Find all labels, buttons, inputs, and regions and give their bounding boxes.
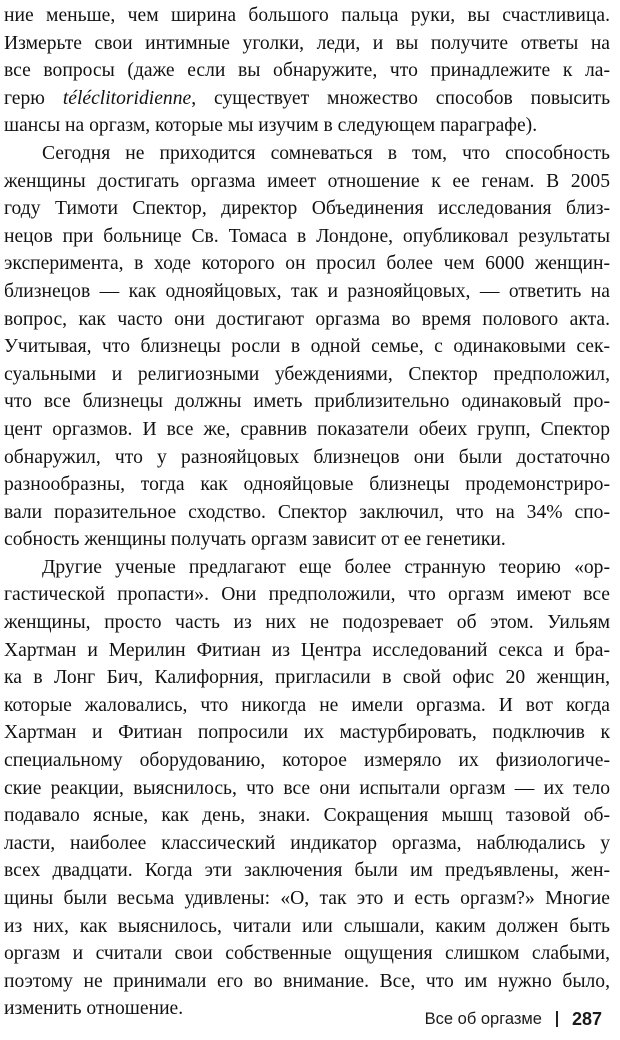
text-line: ласти, наиболее классический индикатор оргазма, наблюдались у bbox=[4, 832, 610, 854]
running-title: Все об оргазме bbox=[424, 1009, 542, 1028]
text-line: женщины, просто часть из них не подозревает об этом. Уильям bbox=[4, 612, 610, 634]
text-line: вопрос, как часто они достигают оргазма во время полового акта. bbox=[4, 308, 610, 330]
text-line: герю téléclitoridienne, существует множество способов повысить bbox=[4, 87, 611, 109]
text-line: из них, как выяснилось, читали или слышали, каким должен быть bbox=[4, 915, 610, 937]
text-line: ка в Лонг Бич, Калифорния, пригласили в свой офис 20 женщин, bbox=[4, 667, 610, 689]
text-line: Сегодня не приходится сомневаться в том, что способность bbox=[42, 142, 610, 164]
text-line: специальному оборудованию, которое измеряло их физиологиче- bbox=[4, 750, 610, 772]
page-number: 287 bbox=[571, 1008, 602, 1029]
text-line: ние меньше, чем ширина большого пальца руки, вы счастливица. bbox=[4, 5, 610, 26]
paragraph bbox=[4, 140, 610, 554]
text-line: которые жаловались, что никогда не имели оргазма. И вот когда bbox=[4, 694, 610, 716]
text-line: вали поразительное сходство. Спектор заключил, что на 34% спо- bbox=[4, 501, 610, 523]
text-line: щины были весьма удивлены: «О, так это и есть оргазм?» Многие bbox=[4, 888, 610, 909]
paragraph bbox=[4, 2, 610, 140]
footer-separator bbox=[556, 1011, 558, 1027]
text-line: гастической пропасти». Они предположили, что оргазм имеют все bbox=[4, 584, 610, 606]
text-line: подавало ясные, как день, знаки. Сокращения мышц тазовой об- bbox=[4, 805, 610, 827]
text-line: Другие ученые предлагают еще более странную теорию «ор- bbox=[42, 556, 610, 578]
text-line: все вопросы (даже если вы обнаружите, что принадлежите к ла- bbox=[4, 60, 610, 82]
paragraph bbox=[4, 554, 610, 1023]
text-line: близнецов — как однояйцовых, так и разнояйцовых, — ответить на bbox=[4, 280, 610, 302]
text-line: собность женщины получать оргазм зависит от ее генетики. bbox=[4, 529, 506, 551]
page-footer bbox=[425, 1006, 602, 1032]
text-line: Хартман и Фитиан попросили их мастурбировать, подключив к bbox=[4, 722, 610, 744]
text-line: эксперимента, в ходе которого он просил более чем 6000 женщин- bbox=[4, 253, 610, 275]
text-line: Измерьте свои интимные уголки, леди, и вы получите ответы на bbox=[4, 32, 610, 54]
text-line: обнаружил, что у разнояйцовых близнецов они были достаточно bbox=[4, 446, 610, 468]
text-line: цент оргазмов. И все же, сравнив показатели обеих групп, Спектор bbox=[4, 418, 610, 440]
text-line: Учитывая, что близнецы росли в одной семье, с одинаковыми сек- bbox=[4, 336, 610, 358]
text-line: шансы на оргазм, которые мы изучим в следующем параграфе). bbox=[4, 115, 538, 137]
text-line: всех двадцати. Когда эти заключения были им предъявлены, жен- bbox=[4, 860, 610, 882]
text-line: году Тимоти Спектор, директор Объединения исследования близ- bbox=[4, 198, 610, 220]
body-text bbox=[4, 2, 610, 1023]
text-line: разнообразны, тогда как однояйцовые близнецы продемонстриро- bbox=[4, 474, 610, 496]
text-line: Хартман и Мерилин Фитиан из Центра исследований секса и бра- bbox=[4, 639, 610, 661]
foreign-term: téléclitoridienne bbox=[62, 87, 192, 109]
text-line: оргазм и считали свои собственные ощущения слишком слабыми, bbox=[4, 943, 610, 965]
text-line: женщины достигать оргазма имеет отношение к ее генам. В 2005 bbox=[4, 170, 610, 192]
text-line: суальными и религиозными убеждениями, Спектор предположил, bbox=[4, 363, 610, 385]
text-line: изменить отношение. bbox=[4, 998, 184, 1020]
text-line: поэтому не принимали его во внимание. Все, что им нужно было, bbox=[4, 970, 610, 992]
text-line: ские реакции, выяснилось, что все они испытали оргазм — их тело bbox=[4, 777, 610, 799]
text-line: нецов при больнице Св. Томаса в Лондоне, опубликовал результаты bbox=[4, 225, 610, 247]
text-line: что все близнецы должны иметь приблизительно одинаковый про- bbox=[4, 391, 610, 413]
